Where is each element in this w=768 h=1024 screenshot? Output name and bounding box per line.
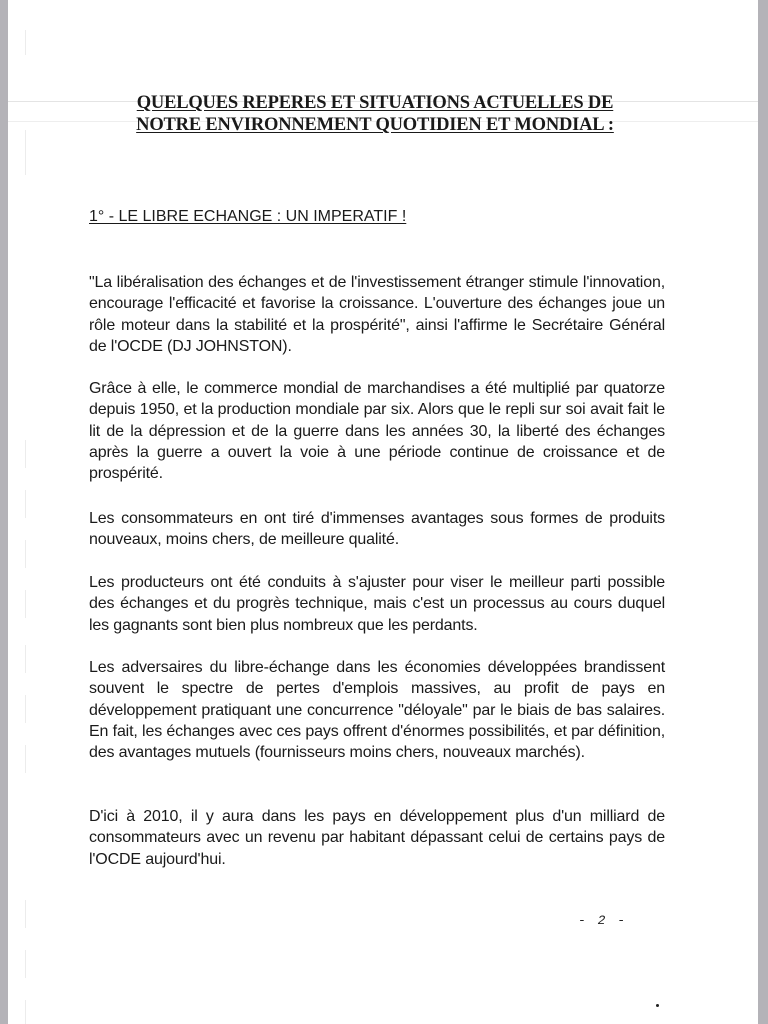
paragraph: "La libéralisation des échanges et de l'investissement étranger stimule l'innovation, encourage l'efficacité et favorise la croissance. L'ouverture des échanges joue un rôle moteur dans la stabilité et la prospérité", ainsi l'affirme le Secrétaire Général de l'OCDE (DJ JOHNSTON). — [89, 274, 665, 355]
margin-mark — [25, 695, 26, 723]
margin-mark — [25, 590, 26, 618]
margin-mark — [25, 745, 26, 773]
section-heading: 1° - LE LIBRE ECHANGE : UN IMPERATIF ! — [89, 208, 407, 225]
title-line-1: QUELQUES REPERES ET SITUATIONS ACTUELLES DE — [136, 93, 614, 113]
margin-mark — [25, 130, 26, 175]
paragraph: Les producteurs ont été conduits à s'ajuster pour viser le meilleur parti possible des échanges et du progrès technique, mais c'est un processus au cours duquel les gagnants sont bien plus nombreux que les perdants. — [89, 574, 665, 634]
document-page — [8, 0, 758, 1024]
margin-mark — [25, 900, 26, 928]
margin-mark — [25, 30, 26, 55]
paragraph: Grâce à elle, le commerce mondial de marchandises a été multiplié par quatorze depuis 1950, et la production mondiale par six. Alors que le repli sur soi avait fait le lit de la dépression et de la guerre dans les années 30, la liberté des échanges après la guerre a ouvert la voie à une période continue de croissance et de prospérité. — [89, 380, 665, 483]
margin-mark — [25, 490, 26, 518]
paragraph: D'ici à 2010, il y aura dans les pays en développement plus d'un milliard de consommateurs avec un revenu par habitant dépassant celui de certains pays de l'OCDE aujourd'hui. — [89, 808, 665, 868]
margin-mark — [25, 645, 26, 673]
page-number: - 2 - — [578, 913, 628, 928]
document-title — [100, 92, 650, 136]
margin-mark — [25, 540, 26, 568]
scan-speck — [656, 1004, 659, 1007]
margin-mark — [25, 950, 26, 978]
title-line-2: NOTRE ENVIRONNEMENT QUOTIDIEN ET MONDIAL : — [136, 115, 614, 135]
paragraph: Les consommateurs en ont tiré d'immenses avantages sous formes de produits nouveaux, moins chers, de meilleure qualité. — [89, 510, 665, 549]
margin-mark — [25, 1000, 26, 1024]
margin-mark — [25, 440, 26, 468]
paragraph: Les adversaires du libre-échange dans les économies développées brandissent souvent le spectre de pertes d'emplois massives, au profit de pays en développement pratiquant une concurrence "déloyale" par le biais de bas salaires. En fait, les échanges avec ces pays offrent d'énormes possibilités, et par définition, des avantages mutuels (fournisseurs moins chers, nouveaux marchés). — [89, 659, 665, 762]
